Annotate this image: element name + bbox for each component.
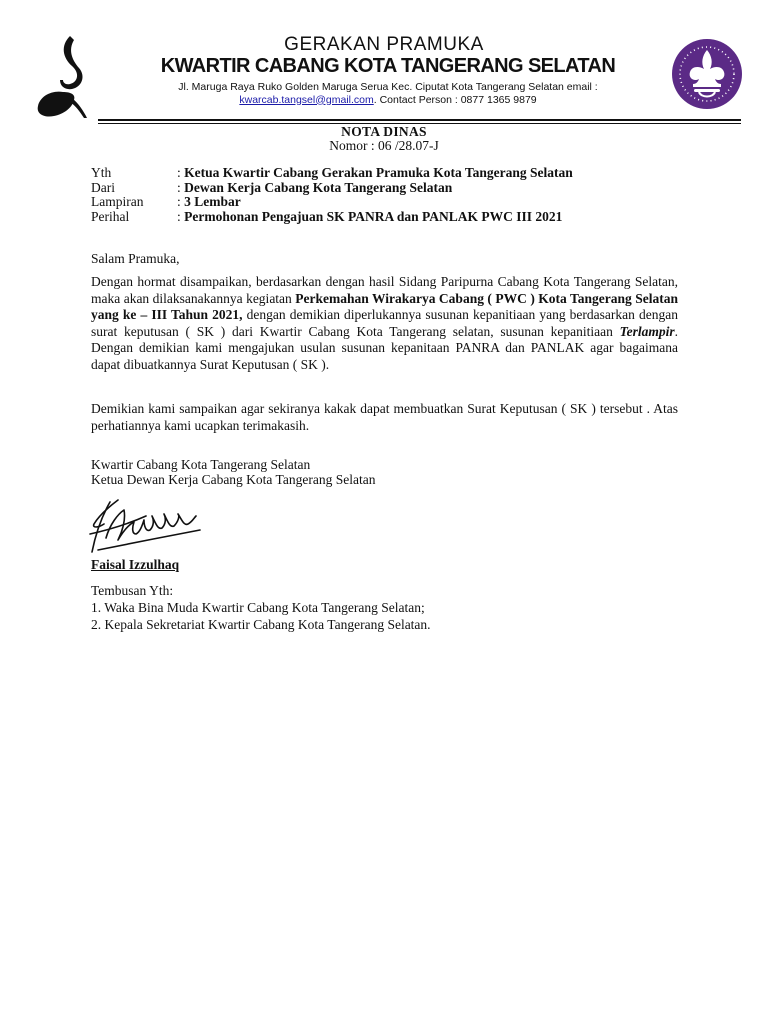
meta-label: Dari bbox=[91, 179, 115, 195]
p1-text: Dengan hormat disampaikan, berdasarkan dengan hasil Sidang Paripurna Cabang Kota Tangerang Selatan, maka akan dilaksanakannya kegiatan bbox=[91, 274, 678, 306]
copies-to-title: Tembusan Yth: bbox=[91, 583, 174, 598]
meta-colon: : bbox=[177, 208, 185, 224]
email-link[interactable]: kwarcab.tangsel@gmail.com bbox=[239, 93, 374, 106]
org-name-line1: GERAKAN PRAMUKA bbox=[284, 34, 484, 55]
document-number: Nomor : 06 /28.07-J bbox=[329, 138, 439, 153]
address-text: Jl. Maruga Raya Ruko Golden Maruga Serua Kec. Ciputat Kota Tangerang Selatan email : bbox=[178, 81, 598, 93]
meta-row-lampiran bbox=[91, 195, 573, 210]
copies-to-block bbox=[91, 582, 431, 633]
meta-label: Lampiran bbox=[91, 194, 144, 209]
meta-value: Dewan Kerja Cabang Kota Tangerang Selatan bbox=[184, 179, 453, 195]
copies-to-item: 1. Waka Bina Muda Kwartir Cabang Kota Tangerang Selatan; bbox=[91, 600, 425, 615]
handwritten-signature bbox=[88, 494, 206, 556]
meta-colon: : bbox=[177, 194, 185, 209]
event-name: Perkemahan Wirakarya Cabang ( PWC ) Kota Tangerang Selatan yang ke – III Tahun 2021, bbox=[91, 290, 678, 322]
document-title: NOTA DINAS bbox=[341, 124, 427, 139]
greeting: Salam Pramuka, bbox=[91, 251, 180, 266]
attachment-note: Terlampir bbox=[619, 323, 675, 339]
meta-row-yth bbox=[91, 166, 573, 181]
meta-label: Perihal bbox=[91, 208, 130, 224]
meta-colon: : bbox=[177, 179, 185, 195]
meta-label: Yth bbox=[91, 165, 112, 180]
signature-block bbox=[91, 457, 375, 487]
letterhead-rule bbox=[98, 119, 741, 121]
letter-meta-block bbox=[91, 166, 573, 224]
copies-to-item: 2. Kepala Sekretariat Kwartir Cabang Kota Tangerang Selatan. bbox=[91, 617, 431, 632]
meta-colon: : bbox=[177, 165, 185, 180]
signatory-org: Kwartir Cabang Kota Tangerang Selatan bbox=[91, 457, 311, 472]
meta-row-dari bbox=[91, 181, 573, 196]
meta-value: 3 Lembar bbox=[184, 194, 241, 209]
signatory-title: Ketua Dewan Kerja Cabang Kota Tangerang Selatan bbox=[91, 472, 376, 487]
signer-name: Faisal Izzulhaq bbox=[91, 557, 180, 572]
p1-text: . Dengan demikian kami mengajukan usulan susunan kepanitaan PANRA dan PANLAK agar bagaimana dapat dibuatkannya Surat Keputusan ( SK ). bbox=[91, 323, 678, 372]
meta-value: Permohonan Pengajuan SK PANRA dan PANLAK PWC III 2021 bbox=[184, 208, 563, 224]
org-address bbox=[108, 81, 668, 106]
org-name-line2: KWARTIR CABANG KOTA TANGERANG SELATAN bbox=[160, 55, 616, 77]
p1-text: dengan demikian diperlukannya susunan kepanitiaan yang berdasarkan dengan surat keputusan ( SK ) dari Kwartir Cabang Kota Tangerang selatan, susunan kepanitiaan bbox=[91, 307, 678, 339]
meta-value: Ketua Kwartir Cabang Gerakan Pramuka Kota Tangerang Selatan bbox=[184, 165, 573, 180]
meta-row-perihal bbox=[91, 210, 573, 225]
body-paragraph-2: Demikian kami sampaikan agar sekiranya kakak dapat membuatkan Surat Keputusan ( SK ) tersebut . Atas perhatiannya kami ucapkan terimakasih. bbox=[91, 401, 678, 433]
body-paragraph-1 bbox=[91, 274, 678, 373]
contact-person-text: . Contact Person : 0877 1365 9879 bbox=[373, 93, 537, 106]
